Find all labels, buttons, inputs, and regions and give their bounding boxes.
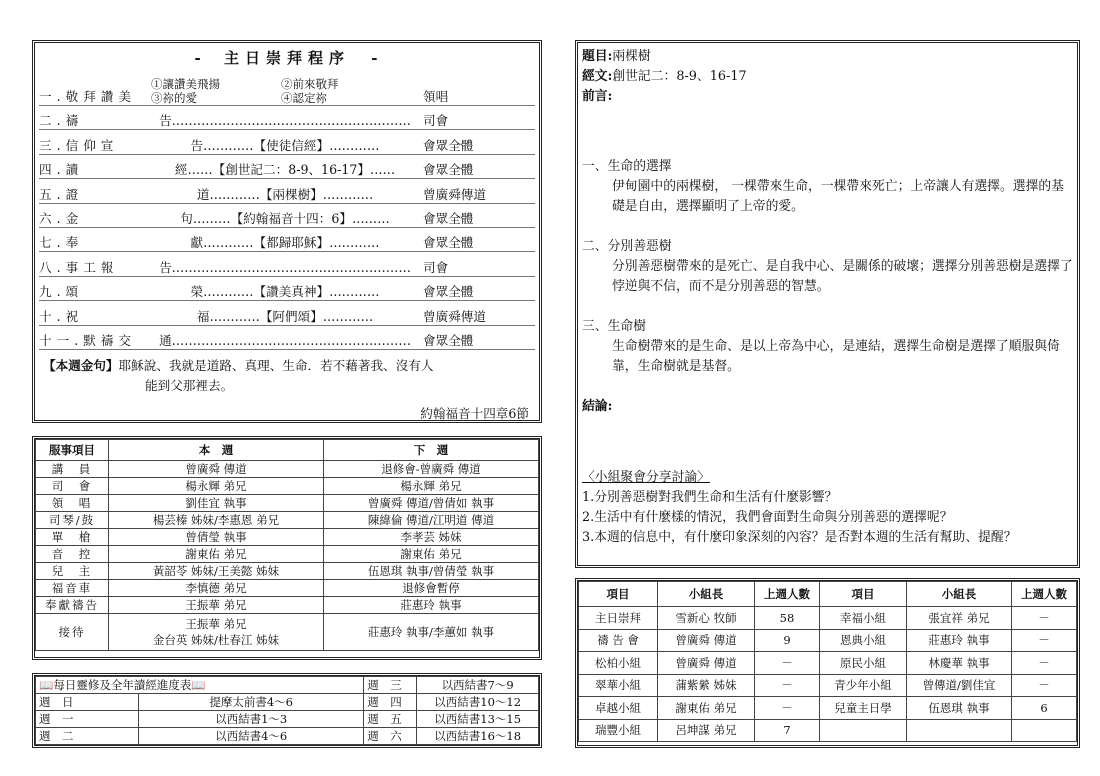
sermon-intro-label: 前言: <box>582 89 613 104</box>
service-rows <box>39 70 535 350</box>
service-row <box>39 70 535 106</box>
sermon-scripture-line <box>582 67 1073 87</box>
roster-this-week: 曾倩瑩 執事 <box>109 529 324 546</box>
table-row <box>579 652 1077 675</box>
roster-label: 講 員 <box>36 461 109 478</box>
devotion-reading: 以西結書13～15 <box>417 711 539 728</box>
roster-next-week: 楊永輝 弟兄 <box>324 478 539 495</box>
table-row <box>36 461 539 478</box>
devotion-reading: 以西結書4～6 <box>139 728 364 745</box>
service-row <box>39 228 535 252</box>
service-item-label: 一.敬拜讚美 <box>39 89 136 104</box>
roster-label: 司琴/鼓 <box>36 512 109 529</box>
group-leader: 莊惠玲 執事 <box>907 629 1012 652</box>
group-name: 兒童主日學 <box>820 697 907 720</box>
sermon-point-1 <box>582 157 1073 217</box>
group-leader <box>907 719 1012 742</box>
group-leader: 蒲紫縈 姊妹 <box>658 674 755 697</box>
roster-this-week: 曾廣舜 傳道 <box>109 461 324 478</box>
roster-label: 單 槍 <box>36 529 109 546</box>
service-item-detail: 經……【創世記二：8-9、16-17】…… <box>174 162 396 178</box>
devotion-reading: 以西結書16～18 <box>417 728 539 745</box>
service-item-label: 四.讀 <box>39 162 84 178</box>
sermon-point-3 <box>582 317 1073 377</box>
groups-header: 上週人數 <box>1012 582 1077 607</box>
roster-label: 福音車 <box>36 580 109 597</box>
table-row <box>36 614 539 651</box>
discussion-question: 3.本週的信息中，有什麼印象深刻的內容？是否對本週的生活有幫助、提醒？ <box>582 530 1017 545</box>
roster-next-week: 莊惠玲 執事/李蕙如 執事 <box>324 614 539 651</box>
sermon-intro-line <box>582 87 1073 107</box>
roster-label: 奉獻禱告 <box>36 597 109 614</box>
group-attendance: － <box>755 674 820 697</box>
discussion-title: 〈小組聚會分享討論〉 <box>582 470 710 485</box>
service-item-label: 三.信仰宣 <box>39 137 119 153</box>
roster-this-week: 黃韶苓 姊妹/王美懿 姊妹 <box>109 563 324 580</box>
service-item-leader: 領唱 <box>423 89 449 104</box>
point-body: 生命樹帶來的是生命、是以上帝為中心，是連結，選擇生命樹是選擇了順服與倚靠，生命樹就是基督。 <box>612 339 1060 374</box>
devotion-reading: 提摩太前書4～6 <box>139 694 364 711</box>
sermon-title-label: 題目: <box>582 49 613 64</box>
group-name: 翠華小組 <box>579 674 658 697</box>
group-attendance: － <box>1012 674 1077 697</box>
point-heading: 二、分別善惡樹 <box>582 239 672 254</box>
service-item-label: 六.金 <box>39 210 84 226</box>
service-item-label: 十.祝 <box>39 308 84 324</box>
group-attendance: － <box>755 652 820 675</box>
group-name <box>820 719 907 742</box>
roster-label: 領 唱 <box>36 495 109 512</box>
sermon-scripture: 創世記二：8-9、16-17 <box>612 69 747 84</box>
point-body: 分別善惡樹帶來的是死亡、是自我中心、是關係的破壞；選擇分別善惡樹是選擇了悖逆與不信，而不是分別善惡的智慧。 <box>612 259 1073 294</box>
service-item-leader: 會眾全體 <box>423 235 474 251</box>
song-title: ②前來敬拜 <box>281 77 339 91</box>
roster-next-week: 曾廣舜 傳道/曾倩如 執事 <box>324 495 539 512</box>
service-item-label: 八.事工報 <box>39 259 119 275</box>
group-leader: 曾廣舜 傳道 <box>658 629 755 652</box>
point-body: 伊甸園中的兩棵樹， 一棵帶來生命，一棵帶來死亡；上帝讓人有選擇。選擇的基礎是自由，選擇顯明了上帝的愛。 <box>612 179 1064 214</box>
roster-next-week: 退修會暫停 <box>324 580 539 597</box>
service-title-text: 主日崇拜程序 <box>223 49 350 67</box>
roster-this-week: 劉佳宜 執事 <box>109 495 324 512</box>
point-heading: 三、生命樹 <box>582 319 646 334</box>
service-item-leader: 會眾全體 <box>423 210 474 226</box>
table-row <box>36 546 539 563</box>
service-item-label: 二.禱 <box>39 113 84 129</box>
groups-table <box>578 581 1077 742</box>
groups-header: 小組長 <box>907 582 1012 607</box>
devotion-day: 週 一 <box>36 711 139 728</box>
table-row <box>36 677 539 694</box>
service-row <box>39 106 535 130</box>
group-leader: 曾傳道/劉佳宜 <box>907 674 1012 697</box>
sermon-title: 兩棵樹 <box>612 49 651 64</box>
roster-this-week-line-1: 王振華 弟兄 <box>185 617 247 631</box>
group-leader: 呂坤謀 弟兄 <box>658 719 755 742</box>
service-row <box>39 301 535 325</box>
table-row <box>579 719 1077 742</box>
table-row <box>36 711 539 728</box>
order-of-service <box>32 40 542 423</box>
service-item-detail: 告………………………………………………… <box>159 113 411 129</box>
service-item-detail: 告………………………………………………… <box>159 259 411 275</box>
table-row <box>579 607 1077 630</box>
service-song-list <box>151 77 423 105</box>
group-attendance: 6 <box>1012 697 1077 720</box>
devotion-table <box>35 676 539 745</box>
roster-this-week-line-2: 金台英 姊妹/杜春江 姊妹 <box>152 633 280 647</box>
sermon-scripture-label: 經文: <box>582 69 613 84</box>
roster-next-week: 退修會-曾廣舜 傳道 <box>324 461 539 478</box>
group-attendance: － <box>1012 629 1077 652</box>
group-attendance: 58 <box>755 607 820 630</box>
service-item-leader: 會眾全體 <box>423 162 474 178</box>
service-item-leader: 曾廣舜傳道 <box>423 308 486 324</box>
devotion-title: 每日靈修及全年讀經進度表 <box>53 678 192 692</box>
sermon-conclusion-label: 結論: <box>582 399 613 414</box>
discussion-question: 1.分別善惡樹對我們生命和生活有什麼影響？ <box>582 490 838 505</box>
weekly-verse <box>39 356 535 424</box>
devotion-day: 週 三 <box>364 677 417 694</box>
roster-next-week: 李孝芸 姊妹 <box>324 529 539 546</box>
service-item-detail: 道…………【兩棵樹】………… <box>196 186 374 202</box>
group-name: 瑞豐小組 <box>579 719 658 742</box>
service-title <box>39 47 535 68</box>
service-roster <box>32 436 542 660</box>
group-attendance: － <box>755 697 820 720</box>
service-row <box>39 277 535 301</box>
service-item-leader: 司會 <box>423 259 449 275</box>
devotion-day: 週 六 <box>364 728 417 745</box>
table-row <box>36 694 539 711</box>
discussion-section <box>578 468 1077 548</box>
service-item-leader: 會眾全體 <box>423 332 474 348</box>
sermon-notes <box>575 40 1080 568</box>
roster-next-week: 莊惠玲 執事 <box>324 597 539 614</box>
group-name: 禱 告 會 <box>579 629 658 652</box>
group-name: 青少年小組 <box>820 674 907 697</box>
verse-tag: 【本週金句】 <box>43 357 119 373</box>
roster-next-week: 謝東佑 弟兄 <box>324 546 539 563</box>
table-row <box>36 597 539 614</box>
title-dash-left: - <box>194 49 203 67</box>
groups-header: 小組長 <box>658 582 755 607</box>
service-item-detail: 榮…………【讚美真神】………… <box>190 284 380 300</box>
group-name: 卓越小組 <box>579 697 658 720</box>
service-item-detail: 告…………【使徒信經】………… <box>190 137 380 153</box>
song-title: ③祢的愛 <box>151 91 197 105</box>
roster-label: 兒 主 <box>36 563 109 580</box>
table-row <box>36 580 539 597</box>
group-name: 原民小組 <box>820 652 907 675</box>
service-item-leader: 會眾全體 <box>423 284 474 300</box>
group-leader: 曾廣舜 傳道 <box>658 652 755 675</box>
roster-header-item: 服事項目 <box>36 440 109 461</box>
table-row <box>579 674 1077 697</box>
devotion-title-cell <box>36 677 364 694</box>
group-attendance <box>1012 719 1077 742</box>
devotion-day: 週 五 <box>364 711 417 728</box>
group-leader: 伍恩琪 執事 <box>907 697 1012 720</box>
verse-reference: 約翰福音十四章6節 <box>420 405 529 421</box>
sermon-conclusion-line <box>582 397 1073 417</box>
service-item-leader: 司會 <box>423 113 449 129</box>
roster-this-week: 李慎德 弟兄 <box>109 580 324 597</box>
book-icon: 📖 <box>39 678 54 692</box>
table-row <box>579 629 1077 652</box>
devotion-schedule <box>32 673 542 748</box>
group-attendance: 7 <box>755 719 820 742</box>
service-item-label: 九.頌 <box>39 284 84 300</box>
service-item-label: 五.證 <box>39 186 84 202</box>
table-row <box>36 529 539 546</box>
groups-header: 上週人數 <box>755 582 820 607</box>
roster-this-week <box>109 614 324 651</box>
title-dash-right: - <box>371 49 380 67</box>
table-row <box>579 697 1077 720</box>
roster-label: 接待 <box>36 614 109 651</box>
song-title: ①讓讚美飛揚 <box>151 77 220 91</box>
table-row <box>36 563 539 580</box>
groups-header: 項目 <box>579 582 658 607</box>
service-item-leader: 曾廣舜傳道 <box>423 186 486 202</box>
devotion-reading: 以西結書10～12 <box>417 694 539 711</box>
service-row <box>39 326 535 350</box>
group-attendance: － <box>1012 652 1077 675</box>
sermon-point-2 <box>582 237 1073 297</box>
service-item-detail: 句………【約翰福音十四：6】……… <box>180 210 390 226</box>
service-item-detail: 福…………【阿們頌】………… <box>196 308 374 324</box>
service-row <box>39 179 535 203</box>
book-icon: 📖 <box>191 678 206 692</box>
service-row <box>39 130 535 154</box>
song-title: ④認定祢 <box>281 91 327 105</box>
roster-this-week: 王振華 弟兄 <box>109 597 324 614</box>
devotion-reading: 以西結書7～9 <box>417 677 539 694</box>
service-item-detail <box>147 77 423 105</box>
roster-this-week: 楊永輝 弟兄 <box>109 478 324 495</box>
roster-header-next-week: 下 週 <box>324 440 539 461</box>
service-item-detail: 通………………………………………………… <box>159 332 411 348</box>
roster-label: 司 會 <box>36 478 109 495</box>
verse-line-1: 耶穌說、我就是道路、真理、生命．若不藉著我、沒有人 <box>118 357 434 373</box>
verse-line-2: 能到父那裡去。 <box>145 377 234 393</box>
service-row <box>39 252 535 276</box>
group-name: 松柏小組 <box>579 652 658 675</box>
table-row <box>36 728 539 745</box>
sermon-title-line <box>582 47 1073 67</box>
devotion-day: 週 二 <box>36 728 139 745</box>
group-attendance: － <box>1012 607 1077 630</box>
table-row <box>36 495 539 512</box>
table-row <box>36 478 539 495</box>
devotion-day: 週 日 <box>36 694 139 711</box>
devotion-day: 週 四 <box>364 694 417 711</box>
service-row <box>39 155 535 179</box>
roster-this-week: 謝東佑 弟兄 <box>109 546 324 563</box>
point-heading: 一、生命的選擇 <box>582 159 672 174</box>
small-groups <box>575 578 1080 748</box>
roster-header-this-week: 本 週 <box>109 440 324 461</box>
service-row <box>39 204 535 228</box>
group-name: 主日崇拜 <box>579 607 658 630</box>
roster-next-week: 伍恩琪 執事/曾倩瑩 執事 <box>324 563 539 580</box>
service-item-label: 七.奉 <box>39 235 84 251</box>
service-item-detail: 獻…………【都歸耶穌】………… <box>190 235 380 251</box>
groups-header: 項目 <box>820 582 907 607</box>
service-item-label: 十一.默禱交 <box>39 332 136 348</box>
service-item-leader: 會眾全體 <box>423 137 474 153</box>
roster-table <box>35 439 539 651</box>
discussion-question: 2.生活中有什麼樣的情況，我們會面對生命與分別善惡的選擇呢？ <box>582 510 953 525</box>
group-name: 恩典小組 <box>820 629 907 652</box>
table-row <box>36 512 539 529</box>
roster-next-week: 陳緯倫 傳道/江明道 傳道 <box>324 512 539 529</box>
group-leader: 謝東佑 弟兄 <box>658 697 755 720</box>
group-leader: 林慶華 執事 <box>907 652 1012 675</box>
group-leader: 雪新心 牧師 <box>658 607 755 630</box>
group-name: 幸福小組 <box>820 607 907 630</box>
group-attendance: 9 <box>755 629 820 652</box>
roster-this-week: 楊芸榛 姊妹/李惠恩 弟兄 <box>109 512 324 529</box>
group-leader: 張宜祥 弟兄 <box>907 607 1012 630</box>
roster-label: 音 控 <box>36 546 109 563</box>
devotion-reading: 以西結書1～3 <box>139 711 364 728</box>
